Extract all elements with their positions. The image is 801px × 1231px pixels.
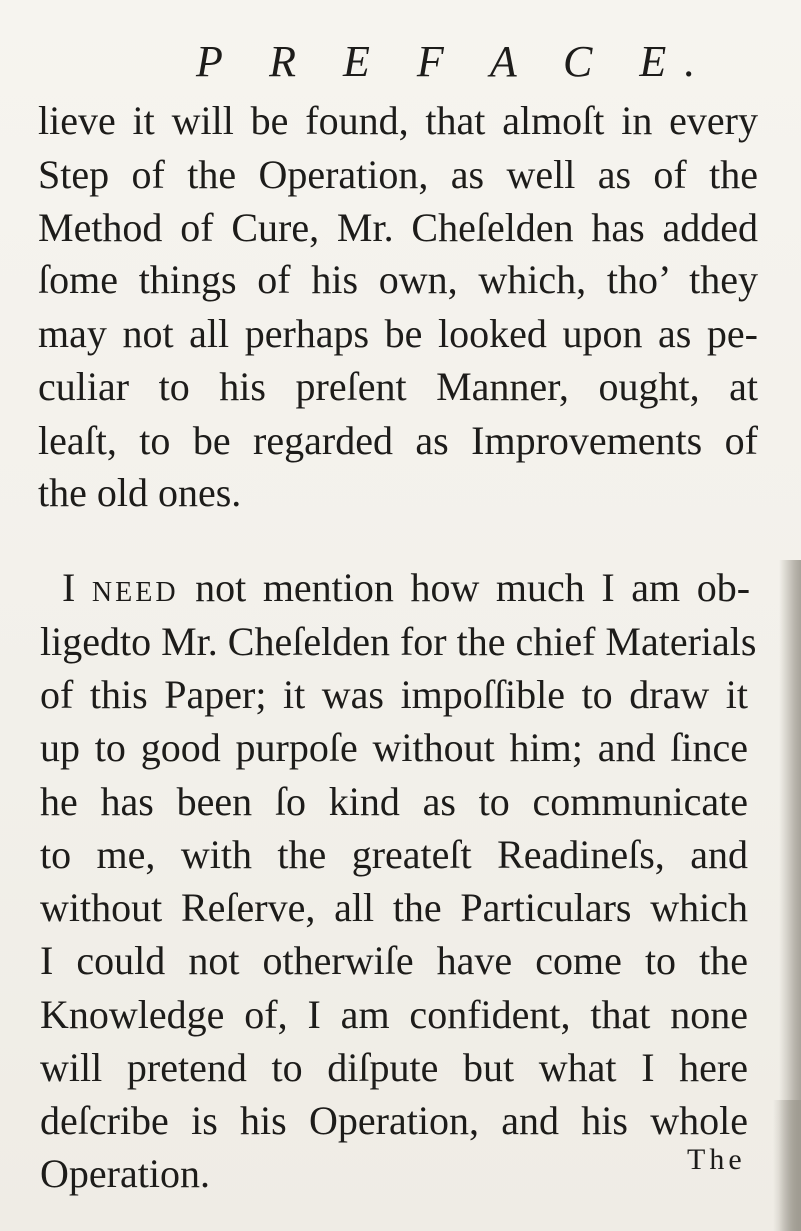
text-line-rest: not mention how much I am ob- [178, 565, 751, 610]
text-line: may not all perhaps be looked upon as pe- [38, 311, 758, 356]
text-line: up to good purpoſe without him; and ſince [40, 725, 748, 770]
text-line: ligedto Mr. Cheſelden for the chief Materials [40, 619, 757, 664]
text-line: Method of Cure, Mr. Cheſelden has added [38, 205, 758, 250]
text-line: culiar to his preſent Manner, ought, at [38, 364, 758, 409]
catchword: The [687, 1143, 746, 1176]
text-line: lieve it will be found, that almoſt in every [38, 98, 758, 143]
text-line-first [62, 562, 750, 614]
text-line: Operation. [40, 1151, 210, 1196]
text-line: without Reſerve, all the Particulars which [40, 885, 748, 930]
text-line: leaſt, to be regarded as Improvements of [38, 418, 758, 463]
running-header [0, 28, 801, 88]
text-line: will pretend to diſpute but what I here [40, 1045, 748, 1090]
small-caps-word: need [91, 565, 179, 610]
text-line: he has been ſo kind as to communicate [40, 779, 748, 824]
text-line: deſcribe is his Operation, and his whole [40, 1098, 748, 1143]
text-line: to me, with the greateſt Readineſs, and [40, 832, 748, 877]
text-line: the old ones. [38, 470, 242, 515]
initial-letter: I [62, 565, 76, 610]
text-line: I could not otherwiſe have come to the [40, 938, 748, 983]
page-title: P R E F A C E. [196, 37, 714, 86]
text-line: ſome things of his own, which, tho’ they [38, 257, 758, 302]
page-corner-shadow [773, 1100, 801, 1231]
text-line: Step of the Operation, as well as of the [38, 152, 758, 197]
text-line: Knowledge of, I am confident, that none [40, 992, 748, 1037]
text-line: of this Paper; it was impoſſible to draw it [40, 672, 748, 717]
